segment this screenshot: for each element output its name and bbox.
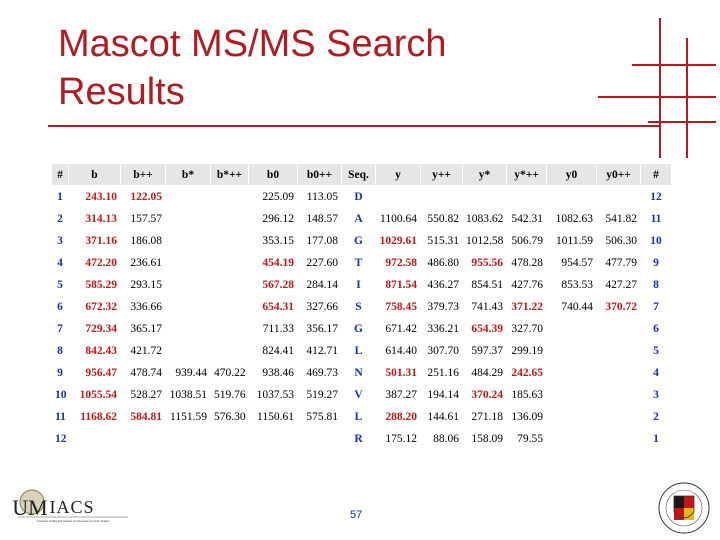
fragment-mass-cell (249, 428, 298, 450)
fragment-mass-cell: 528.27 (121, 384, 166, 406)
fragment-mass-cell: 486.80 (421, 252, 463, 274)
header-b0-double-charged: b0++ (298, 164, 342, 186)
fragment-mass-cell: 379.73 (421, 296, 463, 318)
row-reverse-index-cell: 3 (641, 384, 672, 406)
fragment-mass-cell (463, 186, 507, 208)
sequence-residue-cell: D (342, 186, 376, 208)
fragment-mass-cell: 427.76 (507, 274, 547, 296)
fragment-mass-cell: 853.53 (547, 274, 597, 296)
fragment-mass-cell: 1029.61 (376, 230, 421, 252)
fragment-mass-cell: 501.31 (376, 362, 421, 384)
fragment-mass-cell: 336.66 (121, 296, 166, 318)
header-index: # (52, 164, 69, 186)
fragment-mass-cell: 954.57 (547, 252, 597, 274)
fragment-mass-cell: 284.14 (298, 274, 342, 296)
table-row (52, 274, 672, 296)
fragment-mass-cell: 371.22 (507, 296, 547, 318)
fragment-mass-cell (69, 428, 121, 450)
fragment-mass-cell: 158.09 (463, 428, 507, 450)
fragment-mass-cell: 327.66 (298, 296, 342, 318)
fragment-mass-cell: 519.76 (211, 384, 249, 406)
fragment-mass-cell: 365.17 (121, 318, 166, 340)
slide-title-line-2: Results (58, 71, 185, 113)
sequence-residue-cell: V (342, 384, 376, 406)
fragment-mass-cell: 939.44 (166, 362, 211, 384)
fragment-mass-cell (597, 318, 641, 340)
fragment-mass-cell: 842.43 (69, 340, 121, 362)
fragment-mass-cell (166, 208, 211, 230)
fragment-mass-cell: 370.24 (463, 384, 507, 406)
fragment-mass-cell (121, 428, 166, 450)
fragment-mass-cell (547, 384, 597, 406)
sequence-residue-cell: L (342, 340, 376, 362)
sequence-residue-cell: T (342, 252, 376, 274)
fragment-mass-cell: 1012.58 (463, 230, 507, 252)
fragment-mass-cell (298, 428, 342, 450)
decor-horizontal-1 (632, 64, 716, 66)
fragment-mass-cell (376, 186, 421, 208)
fragment-mass-cell (211, 230, 249, 252)
row-reverse-index-cell: 11 (641, 208, 672, 230)
fragment-mass-cell: 113.05 (298, 186, 342, 208)
fragment-mass-cell: 758.45 (376, 296, 421, 318)
table-row (52, 362, 672, 384)
fragment-mass-cell: 314.13 (69, 208, 121, 230)
page-number: 57 (350, 509, 363, 521)
fragment-mass-cell: 421.72 (121, 340, 166, 362)
header-b0: b0 (249, 164, 298, 186)
fragment-mass-cell: 1082.63 (547, 208, 597, 230)
row-reverse-index-cell: 12 (641, 186, 672, 208)
header-y-double-charged: y++ (421, 164, 463, 186)
fragment-mass-cell: 288.20 (376, 406, 421, 428)
fragment-mass-cell (547, 406, 597, 428)
row-index-cell: 12 (52, 428, 69, 450)
fragment-mass-cell: 472.20 (69, 252, 121, 274)
fragment-mass-cell (166, 252, 211, 274)
header-y0: y0 (547, 164, 597, 186)
fragment-mass-cell (597, 428, 641, 450)
table-header-row (52, 164, 672, 186)
row-reverse-index-cell: 1 (641, 428, 672, 450)
fragment-mass-cell: 576.30 (211, 406, 249, 428)
fragment-mass-cell: 356.17 (298, 318, 342, 340)
fragment-mass-cell: 387.27 (376, 384, 421, 406)
fragment-mass-cell: 371.16 (69, 230, 121, 252)
header-b-star-double-charged: b*++ (211, 164, 249, 186)
fragment-mass-cell: 427.27 (597, 274, 641, 296)
fragment-mass-cell: 177.08 (298, 230, 342, 252)
fragment-mass-cell: 88.06 (421, 428, 463, 450)
row-index-cell: 6 (52, 296, 69, 318)
fragment-mass-cell: 824.41 (249, 340, 298, 362)
fragment-mass-cell (211, 252, 249, 274)
fragment-mass-cell: 225.09 (249, 186, 298, 208)
row-index-cell: 7 (52, 318, 69, 340)
fragment-mass-cell (547, 318, 597, 340)
fragment-mass-cell: 148.57 (298, 208, 342, 230)
fragment-mass-cell (166, 318, 211, 340)
table-row (52, 340, 672, 362)
fragment-mass-cell (547, 362, 597, 384)
fragment-mass-cell (166, 340, 211, 362)
fragment-mass-cell (547, 340, 597, 362)
umiacs-logo-tagline: University of Maryland Institute for Advanced Computer Studies (36, 520, 110, 523)
fragment-mass-cell: 654.31 (249, 296, 298, 318)
fragment-mass-cell: 79.55 (507, 428, 547, 450)
fragment-mass-cell: 672.32 (69, 296, 121, 318)
fragment-mass-cell (421, 186, 463, 208)
fragment-mass-cell: 478.28 (507, 252, 547, 274)
fragment-mass-cell: 515.31 (421, 230, 463, 252)
fragment-mass-cell: 614.40 (376, 340, 421, 362)
fragment-mass-cell: 136.09 (507, 406, 547, 428)
row-reverse-index-cell: 7 (641, 296, 672, 318)
table-row (52, 428, 672, 450)
fragment-mass-cell: 296.12 (249, 208, 298, 230)
table-row (52, 186, 672, 208)
fragment-mass-cell: 871.54 (376, 274, 421, 296)
row-index-cell: 4 (52, 252, 69, 274)
fragment-mass-cell: 506.30 (597, 230, 641, 252)
table-row (52, 384, 672, 406)
fragment-mass-cell: 454.19 (249, 252, 298, 274)
results-table (51, 163, 672, 450)
fragment-mass-cell: 597.37 (463, 340, 507, 362)
fragment-mass-cell: 194.14 (421, 384, 463, 406)
decor-horizontal-2 (598, 96, 716, 98)
fragment-mass-cell: 242.65 (507, 362, 547, 384)
decor-vertical-2 (686, 38, 688, 158)
header-b: b (69, 164, 121, 186)
fragment-mass-cell: 575.81 (298, 406, 342, 428)
fragment-mass-cell: 1055.54 (69, 384, 121, 406)
fragment-mass-cell (597, 384, 641, 406)
fragment-mass-cell: 243.10 (69, 186, 121, 208)
fragment-mass-cell: 477.79 (597, 252, 641, 274)
sequence-residue-cell: A (342, 208, 376, 230)
slide-title-line-1: Mascot MS/MS Search (58, 23, 447, 65)
sequence-residue-cell: R (342, 428, 376, 450)
fragment-mass-cell: 370.72 (597, 296, 641, 318)
table-row (52, 208, 672, 230)
fragment-mass-cell: 478.74 (121, 362, 166, 384)
fragment-mass-cell (211, 208, 249, 230)
row-index-cell: 5 (52, 274, 69, 296)
umiacs-logo-mark: UM (12, 495, 48, 520)
sequence-residue-cell: N (342, 362, 376, 384)
row-index-cell: 11 (52, 406, 69, 428)
header-y-star: y* (463, 164, 507, 186)
table-row (52, 406, 672, 428)
fragment-mass-cell: 519.27 (298, 384, 342, 406)
table-row (52, 230, 672, 252)
fragment-mass-cell: 327.70 (507, 318, 547, 340)
fragment-mass-cell: 251.16 (421, 362, 463, 384)
fragment-mass-cell (166, 296, 211, 318)
fragment-mass-cell: 271.18 (463, 406, 507, 428)
fragment-mass-cell: 484.29 (463, 362, 507, 384)
fragment-mass-cell: 654.39 (463, 318, 507, 340)
fragment-mass-cell: 854.51 (463, 274, 507, 296)
university-of-maryland-seal (655, 480, 713, 536)
umiacs-logo-text: IACS (49, 497, 95, 517)
results-table-container (51, 163, 671, 445)
header-y-star-double-charged: y*++ (507, 164, 547, 186)
fragment-mass-cell: 506.79 (507, 230, 547, 252)
fragment-mass-cell: 711.33 (249, 318, 298, 340)
fragment-mass-cell: 584.81 (121, 406, 166, 428)
fragment-mass-cell (211, 296, 249, 318)
fragment-mass-cell: 293.15 (121, 274, 166, 296)
fragment-mass-cell (547, 428, 597, 450)
fragment-mass-cell: 185.63 (507, 384, 547, 406)
fragment-mass-cell (166, 230, 211, 252)
sequence-residue-cell: L (342, 406, 376, 428)
fragment-mass-cell: 470.22 (211, 362, 249, 384)
fragment-mass-cell: 585.29 (69, 274, 121, 296)
decor-horizontal-3 (648, 121, 716, 123)
row-index-cell: 8 (52, 340, 69, 362)
fragment-mass-cell: 1100.64 (376, 208, 421, 230)
fragment-mass-cell: 299.19 (507, 340, 547, 362)
row-index-cell: 1 (52, 186, 69, 208)
fragment-mass-cell: 740.44 (547, 296, 597, 318)
fragment-mass-cell: 469.73 (298, 362, 342, 384)
fragment-mass-cell: 542.31 (507, 208, 547, 230)
fragment-mass-cell (211, 318, 249, 340)
row-index-cell: 9 (52, 362, 69, 384)
fragment-mass-cell (597, 340, 641, 362)
fragment-mass-cell: 307.70 (421, 340, 463, 362)
header-y0-double-charged: y0++ (597, 164, 641, 186)
fragment-mass-cell: 353.15 (249, 230, 298, 252)
sequence-residue-cell: I (342, 274, 376, 296)
header-index-reverse: # (641, 164, 672, 186)
fragment-mass-cell (166, 186, 211, 208)
row-index-cell: 2 (52, 208, 69, 230)
fragment-mass-cell (166, 274, 211, 296)
fragment-mass-cell: 175.12 (376, 428, 421, 450)
row-reverse-index-cell: 5 (641, 340, 672, 362)
title-underline (48, 125, 660, 127)
fragment-mass-cell: 1168.62 (69, 406, 121, 428)
fragment-mass-cell (166, 428, 211, 450)
fragment-mass-cell: 157.57 (121, 208, 166, 230)
sequence-residue-cell: G (342, 318, 376, 340)
header-y: y (376, 164, 421, 186)
results-body (52, 186, 672, 450)
header-b-star: b* (166, 164, 211, 186)
fragment-mass-cell (597, 362, 641, 384)
fragment-mass-cell (507, 186, 547, 208)
fragment-mass-cell (211, 428, 249, 450)
fragment-mass-cell: 741.43 (463, 296, 507, 318)
fragment-mass-cell: 938.46 (249, 362, 298, 384)
row-index-cell: 3 (52, 230, 69, 252)
fragment-mass-cell: 1038.51 (166, 384, 211, 406)
fragment-mass-cell: 541.82 (597, 208, 641, 230)
fragment-mass-cell: 436.27 (421, 274, 463, 296)
fragment-mass-cell: 122.05 (121, 186, 166, 208)
fragment-mass-cell (597, 186, 641, 208)
sequence-residue-cell: G (342, 230, 376, 252)
fragment-mass-cell: 955.56 (463, 252, 507, 274)
fragment-mass-cell: 567.28 (249, 274, 298, 296)
table-row (52, 252, 672, 274)
row-reverse-index-cell: 4 (641, 362, 672, 384)
fragment-mass-cell: 412.71 (298, 340, 342, 362)
table-row (52, 318, 672, 340)
row-reverse-index-cell: 2 (641, 406, 672, 428)
fragment-mass-cell: 186.08 (121, 230, 166, 252)
decor-vertical-1 (659, 18, 661, 158)
fragment-mass-cell: 227.60 (298, 252, 342, 274)
fragment-mass-cell: 972.58 (376, 252, 421, 274)
fragment-mass-cell (597, 406, 641, 428)
fragment-mass-cell: 1011.59 (547, 230, 597, 252)
row-reverse-index-cell: 8 (641, 274, 672, 296)
fragment-mass-cell: 1083.62 (463, 208, 507, 230)
fragment-mass-cell: 1150.61 (249, 406, 298, 428)
sequence-residue-cell: S (342, 296, 376, 318)
table-row (52, 296, 672, 318)
fragment-mass-cell: 550.82 (421, 208, 463, 230)
row-reverse-index-cell: 10 (641, 230, 672, 252)
fragment-mass-cell: 1037.53 (249, 384, 298, 406)
fragment-mass-cell: 671.42 (376, 318, 421, 340)
fragment-mass-cell: 1151.59 (166, 406, 211, 428)
fragment-mass-cell: 336.21 (421, 318, 463, 340)
slide-title (58, 20, 578, 116)
fragment-mass-cell: 236.61 (121, 252, 166, 274)
header-sequence: Seq. (342, 164, 376, 186)
header-b-double-charged: b++ (121, 164, 166, 186)
fragment-mass-cell (547, 186, 597, 208)
fragment-mass-cell: 729.34 (69, 318, 121, 340)
row-reverse-index-cell: 9 (641, 252, 672, 274)
fragment-mass-cell (211, 274, 249, 296)
fragment-mass-cell: 144.61 (421, 406, 463, 428)
row-reverse-index-cell: 6 (641, 318, 672, 340)
fragment-mass-cell: 956.47 (69, 362, 121, 384)
fragment-mass-cell (211, 186, 249, 208)
umiacs-logo (10, 488, 130, 528)
row-index-cell: 10 (52, 384, 69, 406)
fragment-mass-cell (211, 340, 249, 362)
